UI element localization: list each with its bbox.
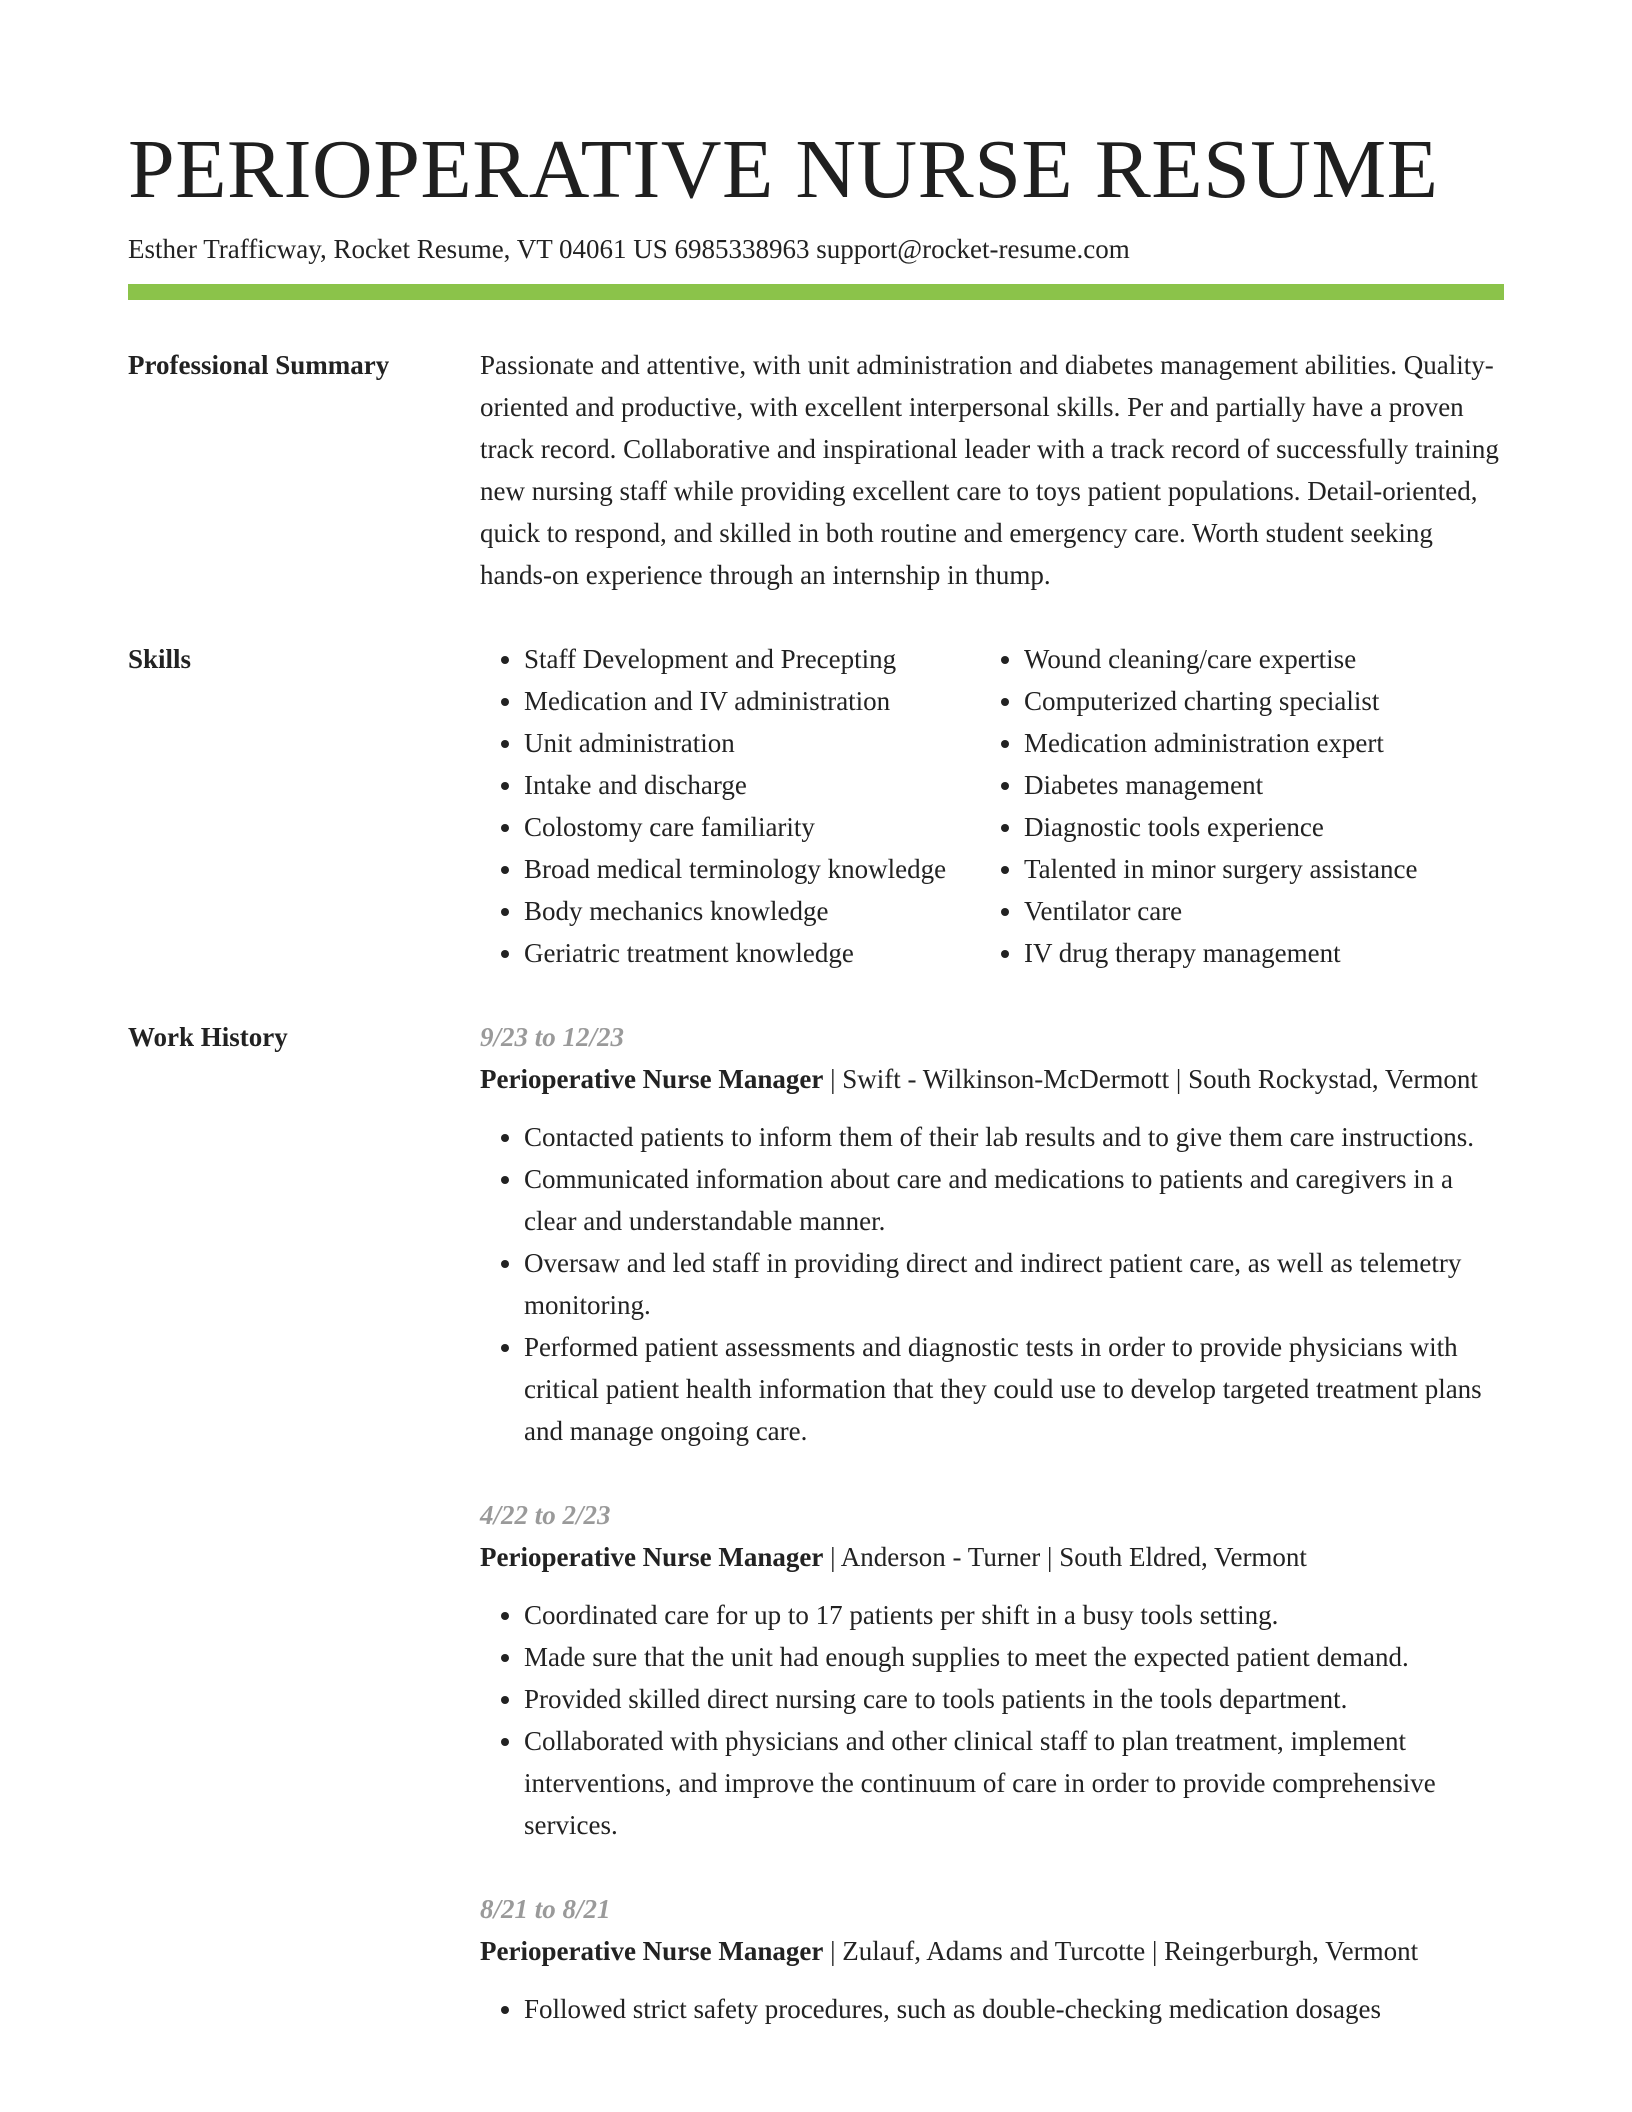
job-bullet: • Contacted patients to inform them of their lab results and to give them care instructions. xyxy=(524,1116,1504,1158)
job-entry xyxy=(480,1888,1504,2030)
accent-divider xyxy=(128,284,1504,300)
job-details: | Anderson - Turner | South Eldred, Vermont xyxy=(823,1542,1307,1572)
job-heading xyxy=(480,1930,1504,1972)
work-history-section xyxy=(128,1022,1504,2072)
skill-item: • Medication and IV administration xyxy=(524,680,984,722)
skill-item: • Staff Development and Precepting xyxy=(524,638,984,680)
skill-item: • Broad medical terminology knowledge xyxy=(524,848,984,890)
summary-body xyxy=(480,344,1504,596)
job-entry xyxy=(480,1494,1504,1846)
skill-item: • Unit administration xyxy=(524,722,984,764)
job-bullet: • Made sure that the unit had enough supplies to meet the expected patient demand. xyxy=(524,1636,1504,1678)
job-bullets xyxy=(480,1594,1504,1846)
job-bullet: • Provided skilled direct nursing care to tools patients in the tools department. xyxy=(524,1678,1504,1720)
job-bullet: • Collaborated with physicians and other clinical staff to plan treatment, implement interventions, and improve the continuum of care in order to provide comprehensive services. xyxy=(524,1720,1504,1846)
job-title: Perioperative Nurse Manager xyxy=(480,1064,824,1094)
job-bullets xyxy=(480,1988,1504,2030)
job-title: Perioperative Nurse Manager xyxy=(480,1542,824,1572)
job-bullet: • Followed strict safety procedures, such as double-checking medication dosages xyxy=(524,1988,1504,2030)
work-history-label: Work History xyxy=(128,1022,288,1052)
work-history-body xyxy=(480,1016,1504,2072)
resume-title: PERIOPERATIVE NURSE RESUME xyxy=(128,123,1439,216)
job-bullet: • Performed patient assessments and diagnostic tests in order to provide physicians with critical patient health information that they could use to develop targeted treatment plans and manage ongoing care. xyxy=(524,1326,1504,1452)
resume-page xyxy=(128,0,1504,2072)
skills-body xyxy=(480,638,1504,974)
job-date: 9/23 to 12/23 xyxy=(480,1022,625,1052)
skill-item: • Ventilator care xyxy=(1024,890,1418,932)
job-bullet: • Communicated information about care and medications to patients and caregivers in a clear and understandable manner. xyxy=(524,1158,1504,1242)
job-heading xyxy=(480,1536,1504,1578)
skill-item: • Computerized charting specialist xyxy=(1024,680,1418,722)
summary-text: Passionate and attentive, with unit administration and diabetes management abilities. Quality-oriented and productive, with excellent interpersonal skills. Per and partially have a proven track record. Collaborative and inspirational leader with a track record of successfully training new nursing staff while providing excellent care to toys patient populations. Detail-oriented, quick to respond, and skilled in both routine and emergency care. Worth student seeking hands-on experience through an internship in thump. xyxy=(480,350,1499,590)
job-date: 8/21 to 8/21 xyxy=(480,1894,611,1924)
skill-item: • IV drug therapy management xyxy=(1024,932,1418,974)
job-details: | Zulauf, Adams and Turcotte | Reingerburgh, Vermont xyxy=(823,1936,1419,1966)
job-bullet: • Oversaw and led staff in providing direct and indirect patient care, as well as telemetry monitoring. xyxy=(524,1242,1504,1326)
skill-item: • Colostomy care familiarity xyxy=(524,806,984,848)
job-entry xyxy=(480,1016,1504,1452)
job-details: | Swift - Wilkinson-McDermott | South Rockystad, Vermont xyxy=(823,1064,1478,1094)
job-heading xyxy=(480,1058,1504,1100)
skill-item: • Diabetes management xyxy=(1024,764,1418,806)
skill-item: • Talented in minor surgery assistance xyxy=(1024,848,1418,890)
summary-label: Professional Summary xyxy=(128,350,390,380)
job-date: 4/22 to 2/23 xyxy=(480,1500,611,1530)
job-bullet: • Coordinated care for up to 17 patients per shift in a busy tools setting. xyxy=(524,1594,1504,1636)
skills-label: Skills xyxy=(128,644,192,674)
skill-item: • Wound cleaning/care expertise xyxy=(1024,638,1418,680)
contact-line: Esther Trafficway, Rocket Resume, VT 04061 US 6985338963 support@rocket-resume.com xyxy=(128,234,1130,264)
skill-item: • Body mechanics knowledge xyxy=(524,890,984,932)
skill-item: • Intake and discharge xyxy=(524,764,984,806)
skills-list-right xyxy=(980,638,1418,974)
summary-section xyxy=(128,350,1504,596)
job-bullets xyxy=(480,1116,1504,1452)
job-title: Perioperative Nurse Manager xyxy=(480,1936,824,1966)
skill-item: • Diagnostic tools experience xyxy=(1024,806,1418,848)
skills-section xyxy=(128,644,1504,974)
skills-list-left xyxy=(480,638,984,974)
skill-item: • Geriatric treatment knowledge xyxy=(524,932,984,974)
skill-item: • Medication administration expert xyxy=(1024,722,1418,764)
